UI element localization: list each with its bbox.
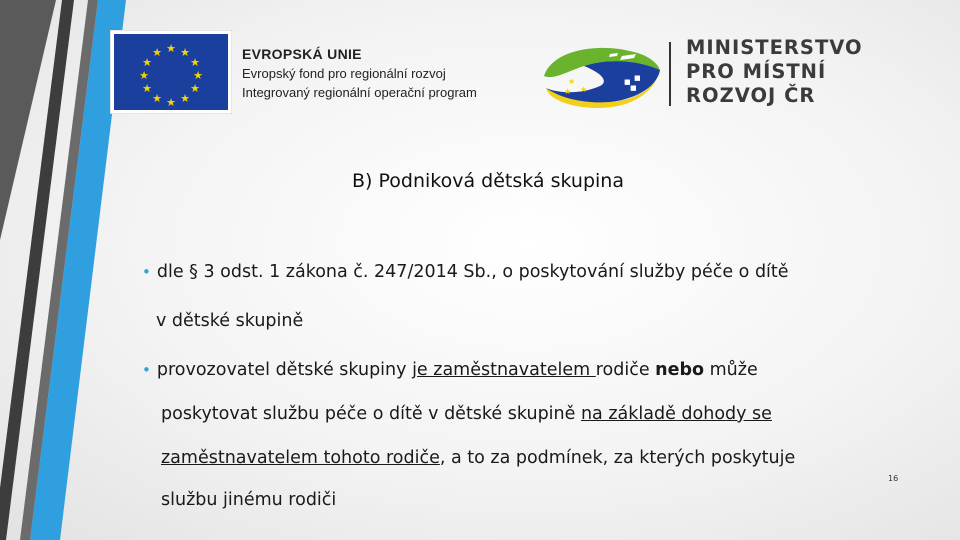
eu-text-block — [242, 45, 477, 102]
eu-fund: Evropský fond pro regionální rozvoj — [242, 66, 446, 81]
bullet-icon: • — [142, 263, 151, 281]
svg-text:★: ★ — [142, 56, 152, 69]
svg-text:★: ★ — [152, 46, 162, 59]
svg-text:★: ★ — [193, 69, 203, 82]
bullet-1-line-2: v dětské skupině — [156, 311, 304, 331]
bullet-2-text-d: poskytovat službu péče o dítě v dětské skupině — [161, 404, 581, 424]
bullet-2-line-4: službu jinému rodiči — [161, 490, 337, 510]
ministry-line-1: MINISTERSTVO — [686, 36, 863, 59]
eu-flag-logo — [110, 30, 232, 114]
bullet-2-underlined-2: na základě dohody se — [580, 404, 772, 424]
eu-name: EVROPSKÁ UNIE — [242, 46, 362, 62]
svg-text:★: ★ — [166, 42, 176, 55]
svg-text:■: ■ — [624, 78, 631, 86]
bullet-2-line-2 — [161, 404, 772, 424]
svg-text:■: ■ — [630, 84, 637, 92]
ministry-text-block — [686, 36, 863, 108]
bullet-1-line-1 — [142, 262, 789, 282]
bullet-icon: • — [142, 361, 151, 379]
svg-text:★: ★ — [166, 96, 176, 109]
ministry-line-3: ROZVOJ ČR — [686, 84, 816, 107]
svg-text:★: ★ — [142, 82, 152, 95]
svg-text:★: ★ — [180, 46, 190, 59]
bullet-2-text-b: rodiče — [595, 360, 656, 380]
bullet-2-bold: nebo — [655, 360, 705, 380]
bullet-2-underlined-3: zaměstnavatelem tohoto rodiče — [161, 448, 440, 468]
svg-text:★: ★ — [580, 85, 588, 94]
svg-text:★: ★ — [190, 82, 200, 95]
bullet-2-text-a: provozovatel dětské skupiny — [156, 360, 413, 380]
page-number: 16 — [888, 474, 899, 483]
svg-text:★: ★ — [564, 87, 572, 96]
svg-text:★: ★ — [190, 56, 200, 69]
bullet-2-line-1 — [142, 360, 758, 380]
slide-title: B) Podniková dětská skupina — [352, 170, 624, 192]
svg-text:★: ★ — [139, 69, 149, 82]
bullet-2-underlined-1: je zaměstnavatelem — [412, 360, 596, 380]
ministry-line-2: PRO MÍSTNÍ — [686, 60, 827, 83]
bullet-2-line-3 — [161, 448, 795, 468]
eu-program: Integrovaný regionální operační program — [242, 85, 477, 100]
bullet-2-text-e: , a to za podmínek, za kterých poskytuje — [439, 448, 796, 468]
ministry-logo-graphic — [538, 36, 668, 112]
svg-text:■: ■ — [634, 74, 641, 82]
bullet-2-text-c: může — [704, 360, 758, 380]
svg-text:★: ★ — [152, 92, 162, 105]
svg-text:★: ★ — [568, 77, 576, 86]
bullet-1-text: dle § 3 odst. 1 zákona č. 247/2014 Sb., o poskytování služby péče o dítě — [156, 262, 789, 282]
svg-text:★: ★ — [180, 92, 190, 105]
logo-divider — [669, 42, 671, 106]
